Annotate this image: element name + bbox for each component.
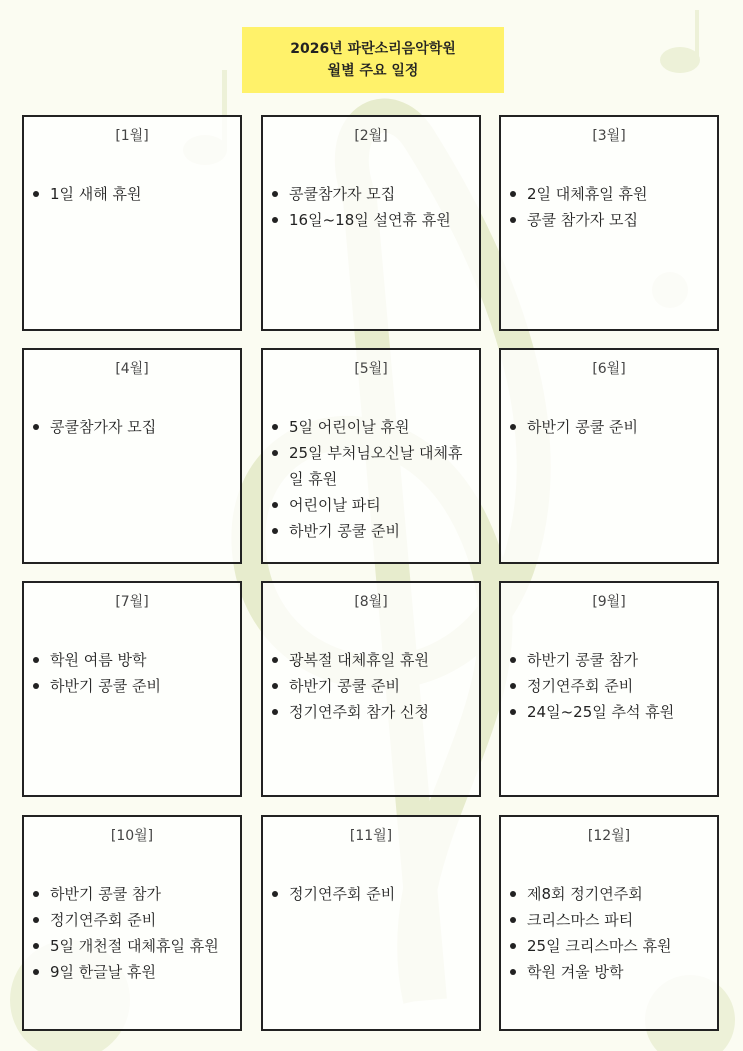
month-box-12 <box>499 815 719 1031</box>
schedule-list <box>24 181 240 207</box>
schedule-item: 광복절 대체휴일 휴원 <box>269 647 475 673</box>
schedule-list <box>501 414 717 440</box>
schedule-item: 하반기 콩쿨 참가 <box>30 881 236 907</box>
schedule-item: 어린이날 파티 <box>269 492 475 518</box>
month-label: [8월] <box>354 594 388 610</box>
schedule-item: 크리스마스 파티 <box>507 907 713 933</box>
month-label: [7월] <box>115 594 149 610</box>
title-line1: 2026년 파란소리음악학원 <box>290 41 456 57</box>
schedule-item: 1일 새해 휴원 <box>30 181 236 207</box>
month-box-8 <box>261 581 481 797</box>
title-box <box>242 27 504 93</box>
title-line2: 월별 주요 일정 <box>327 63 419 79</box>
schedule-item: 9일 한글날 휴원 <box>30 959 236 985</box>
month-box-11 <box>261 815 481 1031</box>
schedule-item: 정기연주회 준비 <box>507 673 713 699</box>
month-label: [3월] <box>592 128 626 144</box>
month-label: [1월] <box>115 128 149 144</box>
schedule-list <box>263 647 479 725</box>
month-label: [12월] <box>587 828 631 844</box>
month-label: [4월] <box>115 361 149 377</box>
schedule-item: 5일 어린이날 휴원 <box>269 414 475 440</box>
schedule-item: 2일 대체휴일 휴원 <box>507 181 713 207</box>
schedule-item: 하반기 콩쿨 준비 <box>30 673 236 699</box>
schedule-item: 하반기 콩쿨 준비 <box>269 673 475 699</box>
month-label: [11월] <box>349 828 393 844</box>
month-label: [9월] <box>592 594 626 610</box>
schedule-item: 콩쿨참가자 모집 <box>269 181 475 207</box>
month-box-6 <box>499 348 719 564</box>
month-label: [6월] <box>592 361 626 377</box>
month-box-2 <box>261 115 481 331</box>
month-box-1 <box>22 115 242 331</box>
schedule-list <box>24 414 240 440</box>
month-box-7 <box>22 581 242 797</box>
schedule-list <box>24 881 240 985</box>
schedule-item: 학원 여름 방학 <box>30 647 236 673</box>
schedule-item: 25일 크리스마스 휴원 <box>507 933 713 959</box>
month-box-10 <box>22 815 242 1031</box>
schedule-list <box>263 881 479 907</box>
month-label: [10월] <box>110 828 154 844</box>
month-box-9 <box>499 581 719 797</box>
month-box-3 <box>499 115 719 331</box>
schedule-item: 정기연주회 참가 신청 <box>269 699 475 725</box>
month-label: [5월] <box>354 361 388 377</box>
schedule-list <box>501 181 717 233</box>
schedule-item: 학원 겨울 방학 <box>507 959 713 985</box>
schedule-item: 정기연주회 준비 <box>30 907 236 933</box>
schedule-list <box>501 647 717 725</box>
schedule-list <box>263 414 479 544</box>
schedule-item: 16일~18일 설연휴 휴원 <box>269 207 475 233</box>
month-box-4 <box>22 348 242 564</box>
schedule-item: 콩쿨 참가자 모집 <box>507 207 713 233</box>
schedule-item: 제8회 정기연주회 <box>507 881 713 907</box>
schedule-list <box>263 181 479 233</box>
schedule-item: 하반기 콩쿨 준비 <box>507 414 713 440</box>
schedule-list <box>24 647 240 699</box>
schedule-list <box>501 881 717 985</box>
schedule-item: 24일~25일 추석 휴원 <box>507 699 713 725</box>
month-label: [2월] <box>354 128 388 144</box>
schedule-item: 콩쿨참가자 모집 <box>30 414 236 440</box>
month-box-5 <box>261 348 481 564</box>
schedule-item: 하반기 콩쿨 준비 <box>269 518 475 544</box>
schedule-item: 25일 부처님오신날 대체휴일 휴원 <box>269 440 475 492</box>
schedule-item: 하반기 콩쿨 참가 <box>507 647 713 673</box>
schedule-item: 5일 개천절 대체휴일 휴원 <box>30 933 236 959</box>
schedule-item: 정기연주회 준비 <box>269 881 475 907</box>
